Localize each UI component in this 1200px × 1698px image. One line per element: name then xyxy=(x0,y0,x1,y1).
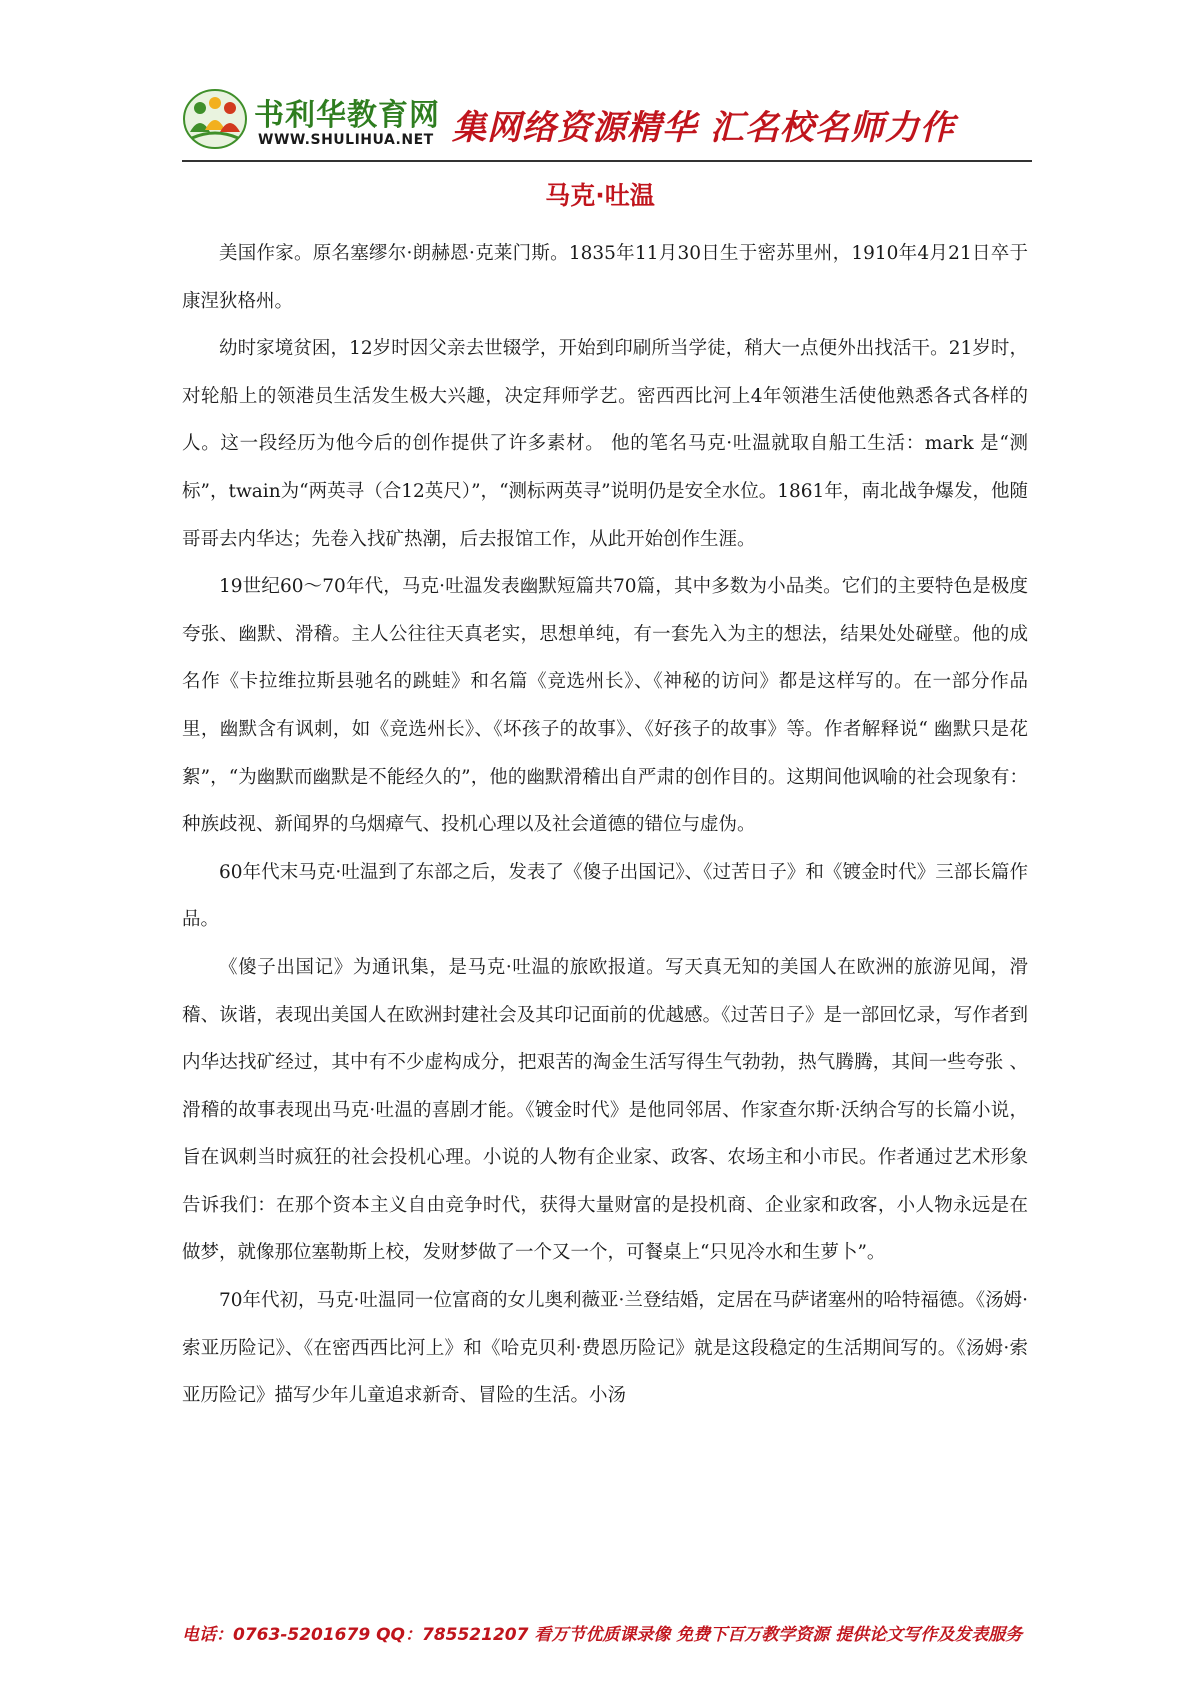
page-header xyxy=(182,82,1032,160)
paragraph: 幼时家境贫困，12岁时因父亲去世辍学，开始到印刷所当学徒，稍大一点便外出找活干。21岁时，对轮船上的领港员生活发生极大兴趣，决定拜师学艺。密西西比河上4年领港生活使他熟悉各式各样的人。这一段经历为他今后的创作提供了许多素材。 他的笔名马克·吐温就取自船工生活：mark 是“测标”，twain为“两英寻（合12英尺）”，“测标两英寻”说明仍是安全水位。1861年，南北战争爆发，他随哥哥去内华达；先卷入找矿热潮，后去报馆工作，从此开始创作生涯。 xyxy=(182,338,1028,550)
paragraph: 美国作家。原名塞缪尔·朗赫恩·克莱门斯。1835年11月30日生于密苏里州，1910年4月21日卒于康涅狄格州。 xyxy=(182,243,1028,312)
paragraph: 70年代初，马克·吐温同一位富商的女儿奥利薇亚·兰登结婚，定居在马萨诸塞州的哈特福德。《汤姆·索亚历险记》、《在密西西比河上》和《哈克贝利·费恩历险记》就是这段稳定的生活期间写的。《汤姆·索亚历险记》描写少年儿童追求新奇、冒险的生活。小汤 xyxy=(182,1290,1028,1407)
site-name: 书利华教育网 xyxy=(254,98,440,133)
paragraph: 60年代末马克·吐温到了东部之后，发表了《傻子出国记》、《过苦日子》和《镀金时代》三部长篇作品。 xyxy=(182,861,1028,931)
article-title: 马克·吐温 xyxy=(545,181,655,210)
site-url: WWW.SHULIHUA.NET xyxy=(258,132,434,148)
paragraph: 19世纪60～70年代，马克·吐温发表幽默短篇共70篇，其中多数为小品类。它们的主要特色是极度夸张、幽默、滑稽。主人公往往天真老实，思想单纯，有一套先入为主的想法，结果处处碰壁。他的成名作《卡拉维拉斯县驰名的跳蛙》和名篇《竞选州长》、《神秘的访问》都是这样写的。在一部分作品里，幽默含有讽刺，如《竞选州长》、《坏孩子的故事》、《好孩子的故事》等。作者解释说“ 幽默只是花絮”，“为幽默而幽默是不能经久的”，他的幽默滑稽出自严肃的创作目的。这期间他讽喻的社会现象有： 种族歧视、新闻界的乌烟瘴气、投机心理以及社会道德的错位与虚伪。 xyxy=(182,576,1028,836)
logo-icon xyxy=(182,88,248,150)
page-footer: 电话：0763-5201679 QQ：785521207 看万节优质课录像 免费下百万教学资源 提供论文写作及发表服务 xyxy=(182,1625,1023,1645)
header-divider xyxy=(182,160,1032,162)
paragraph: 《傻子出国记》为通讯集，是马克·吐温的旅欧报道。写天真无知的美国人在欧洲的旅游见闻，滑稽、诙谐，表现出美国人在欧洲封建社会及其印记面前的优越感。《过苦日子》是一部回忆录，写作者到内华达找矿经过，其中有不少虚构成分，把艰苦的淘金生活写得生气勃勃，热气腾腾，其间一些夸张 、滑稽的故事表现出马克·吐温的喜剧才能。《镀金时代》是他同邻居、作家查尔斯·沃纳合写的长篇小说，旨在讽刺当时疯狂的社会投机心理。小说的人物有企业家、政客、农场主和小市民。作者通过艺术形象告诉我们：在那个资本主义自由竞争时代，获得大量财富的是投机商、企业家和政客，小人物永远是在做梦，就像那位塞勒斯上校，发财梦做了一个又一个，可餐桌上“只见冷水和生萝卜”。 xyxy=(182,956,1028,1264)
header-slogan: 集网络资源精华 汇名校名师力作 xyxy=(452,108,955,148)
article-body xyxy=(182,230,1028,1420)
